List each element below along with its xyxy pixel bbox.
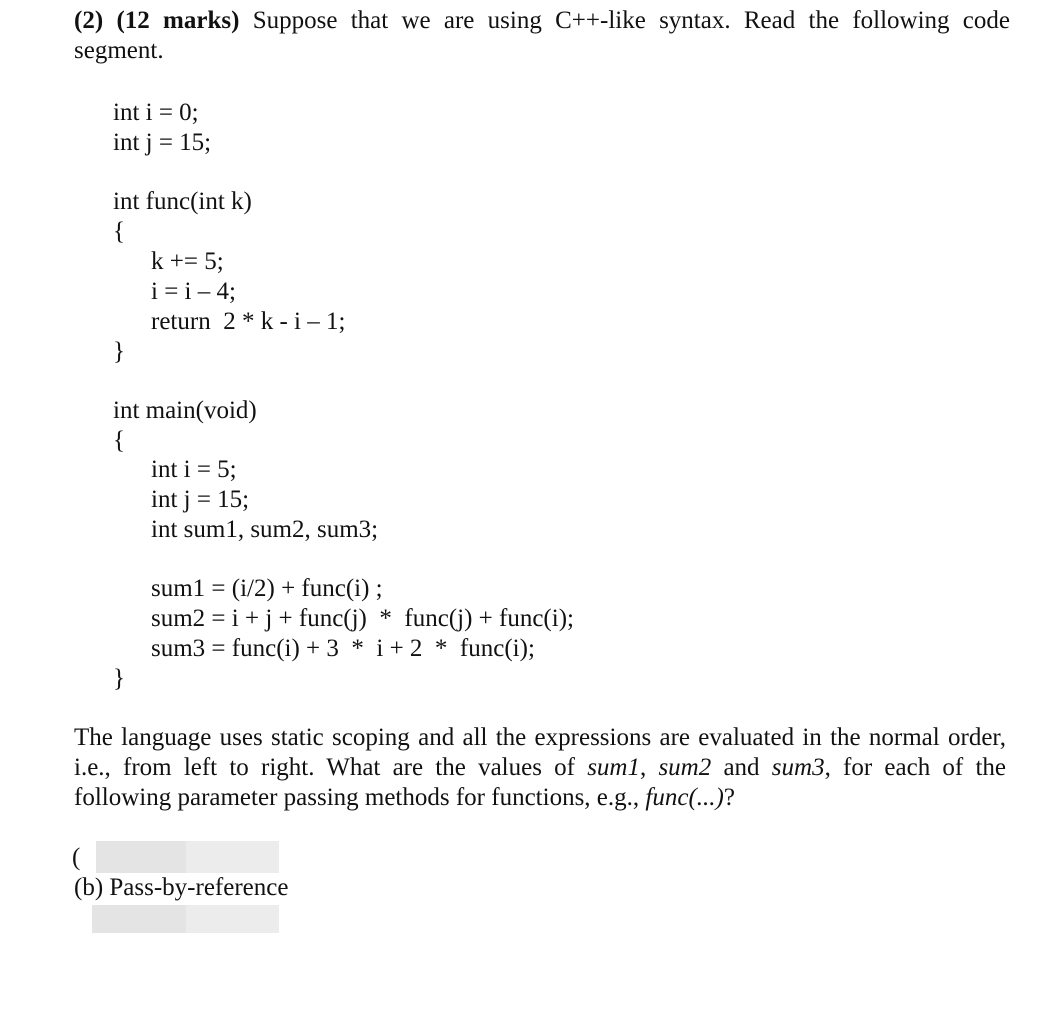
code-func-line-3: return 2 * k - i – 1; [151, 308, 346, 335]
code-func-close-brace: } [113, 338, 125, 365]
code-main-signature: int main(void) [113, 397, 257, 424]
redaction-block [96, 841, 186, 873]
separator: , [639, 754, 659, 781]
redaction-block [92, 905, 186, 933]
code-func-signature: int func(int k) [113, 188, 252, 215]
paragraph-line-2-text: i.e., from left to right. What are the values of [74, 754, 588, 781]
code-func-line-2: i = i – 4; [151, 278, 236, 305]
sum1-term: sum1 [587, 754, 640, 781]
func-example: func(...) [645, 784, 724, 811]
code-func-line-1: k += 5; [151, 248, 224, 275]
question-marks: (12 marks) [116, 7, 240, 34]
code-main-open-brace: { [113, 427, 125, 454]
sum3-term: sum3 [771, 754, 825, 781]
paragraph-line-1: The language uses static scoping and all the expressions are evaluated in the normal order, [74, 724, 1006, 751]
code-func-open-brace: { [113, 218, 125, 245]
redaction-block [186, 905, 279, 933]
question-paragraph [74, 723, 1006, 813]
and-word: and [711, 754, 772, 781]
question-heading [74, 6, 1010, 66]
sum2-term: sum2 [658, 754, 712, 781]
code-main-sum2: sum2 = i + j + func(j) * func(j) + func(i); [151, 605, 574, 632]
paragraph-line-2 [74, 753, 1006, 783]
question-number: (2) [74, 7, 104, 34]
paragraph-line-3-text: following parameter passing methods for functions, e.g., [74, 784, 646, 811]
question-prompt: Suppose that we are using C++-like syntax. Read the following code segment. [74, 7, 1011, 64]
code-main-decl-i: int i = 5; [151, 456, 237, 483]
paragraph-line-2-end: , for each of the [824, 754, 1006, 781]
code-main-close-brace: } [113, 665, 125, 692]
code-main-decl-j: int j = 15; [151, 486, 250, 513]
paragraph-line-3 [74, 783, 1006, 813]
code-global-j: int j = 15; [113, 129, 212, 156]
code-main-sum3: sum3 = func(i) + 3 * i + 2 * func(i); [151, 635, 535, 662]
code-global-i: int i = 0; [113, 99, 199, 126]
code-main-sum1: sum1 = (i/2) + func(i) ; [151, 575, 383, 602]
question-mark: ? [723, 784, 735, 811]
option-b-label: (b) Pass-by-reference [74, 874, 289, 901]
code-main-decl-sums: int sum1, sum2, sum3; [151, 516, 379, 543]
redaction-block [186, 841, 279, 873]
option-a-prefix: ( [72, 844, 81, 871]
